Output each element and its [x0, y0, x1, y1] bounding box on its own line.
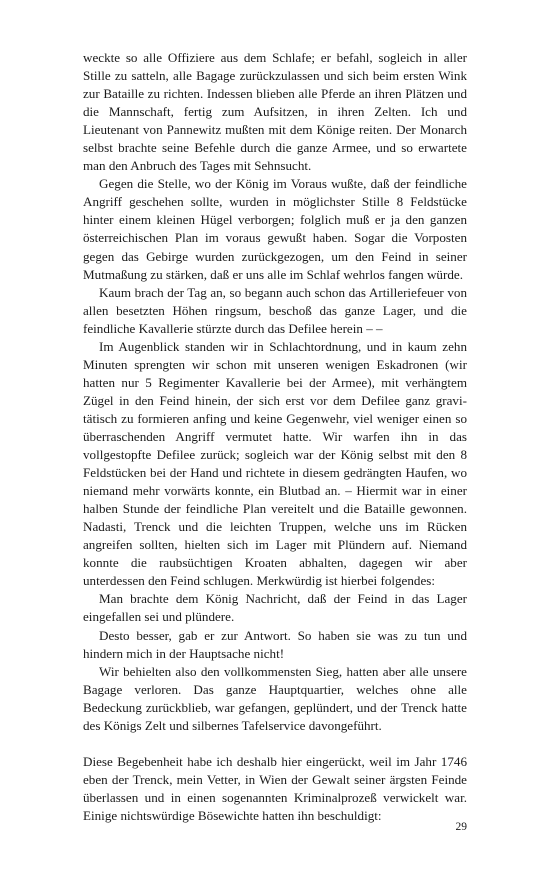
paragraph-8: Diese Begebenheit habe ich deshalb hier eingerückt, weil im Jahr 1746 eben der Trenck, mein Vetter, in Wien der Gewalt seiner ärgsten Feinde überlassen und in einen sogenannten Kriminalprozeß verwickelt war. Einige nichtswürdige Bösewichte hatten ihn beschuldigt: [83, 753, 467, 823]
paragraph-3: Kaum brach der Tag an, so begann auch schon das Artilleriefeuer von allen besetzten Höhen ringsum, beschoß das ganze Lager, und die feindliche Kavallerie stürzte durch das Defilee herein – – [83, 284, 467, 336]
paragraph-2: Gegen die Stelle, wo der König im Voraus wußte, daß der feindliche Angriff geschehen sollte, wurden in möglichster Stille 8 Feldstücke hinter einem kleinen Hügel verborgen; folglich muß er ja den ganzen österreichischen Plan im voraus gewußt haben. Sogar die Vorposten gegen das Gebirge wurden zurückgezogen, um den Feind in seiner Mutmaßung zu stärken, daß er uns alle im Schlaf wehrlos fangen würde. [83, 176, 467, 282]
page-number: 29 [455, 821, 467, 833]
page-text [83, 49, 467, 825]
paragraph-7: Wir behielten also den vollkommensten Sieg, hatten aber alle unsere Bagage verloren. Das ganze Hauptquartier, welches ohne alle Bedeckung zurückblieb, war gefangen, geplündert, und der Trenck hatte des Königs Zelt und silbernes Tafelservice davongeführt. [83, 663, 467, 733]
paragraph-6: Desto besser, gab er zur Antwort. So haben sie was zu tun und hindern mich in der Hauptsache nicht! [83, 627, 467, 661]
paragraph-1: weckte so alle Offiziere aus dem Schlafe; er befahl, sogleich in aller Stille zu satteln, alle Bagage zurückzulassen und sich beim ersten Wink zur Bataille zu richten. Indessen blieben alle Pferde an ihren Plätzen und die Mannschaft, fertig zum Aufsitzen, in ihren Zelten. Ich und Lieutenant von Pannewitz mußten mit dem Könige reiten. Der Monarch selbst brachte seine Befehle durch die ganze Armee, und so erwartete man den Anbruch des Tages mit Sehnsucht. [83, 50, 467, 174]
paragraph-5: Man brachte dem König Nachricht, daß der Feind in das Lager eingefallen sei und plündere. [83, 591, 467, 625]
paragraph-4: Im Augenblick standen wir in Schlachtordnung, und in kaum zehn Minuten sprengten wir schon mit unseren wenigen Eskadronen (wir hatten nur 5 Regimenter Kavallerie bei der Armee), mit verhängtem Zügel in den Feind hinein, der sich erst vor dem Defilee ganz gravitätisch zu formieren anfing und keine Gegenwehr, viel weniger einen so überraschenden Angriff vermutet hatte. Wir warfen ihn in das vollgestopfte Defilee zurück; sogleich war der König selbst mit den 8 Feldstücken bei der Hand und richtete in diesem gedrängten Haufen, wo niemand mehr vorwärts konnte, ein Blutbad an. – Hiermit war in einer halben Stunde der feindliche Plan vereitelt und die Bataille gewonnen. Nadasti, Trenck und die leichten Truppen, welche uns im Rücken angreifen sollten, hielten sich im Lager mit Plündern auf. Niemand konnte die raubsüchtigen Kroaten abhalten, dagegen wir aber unterdessen den Feind schlugen. Merkwürdig ist hierbei folgendes: [83, 338, 467, 589]
